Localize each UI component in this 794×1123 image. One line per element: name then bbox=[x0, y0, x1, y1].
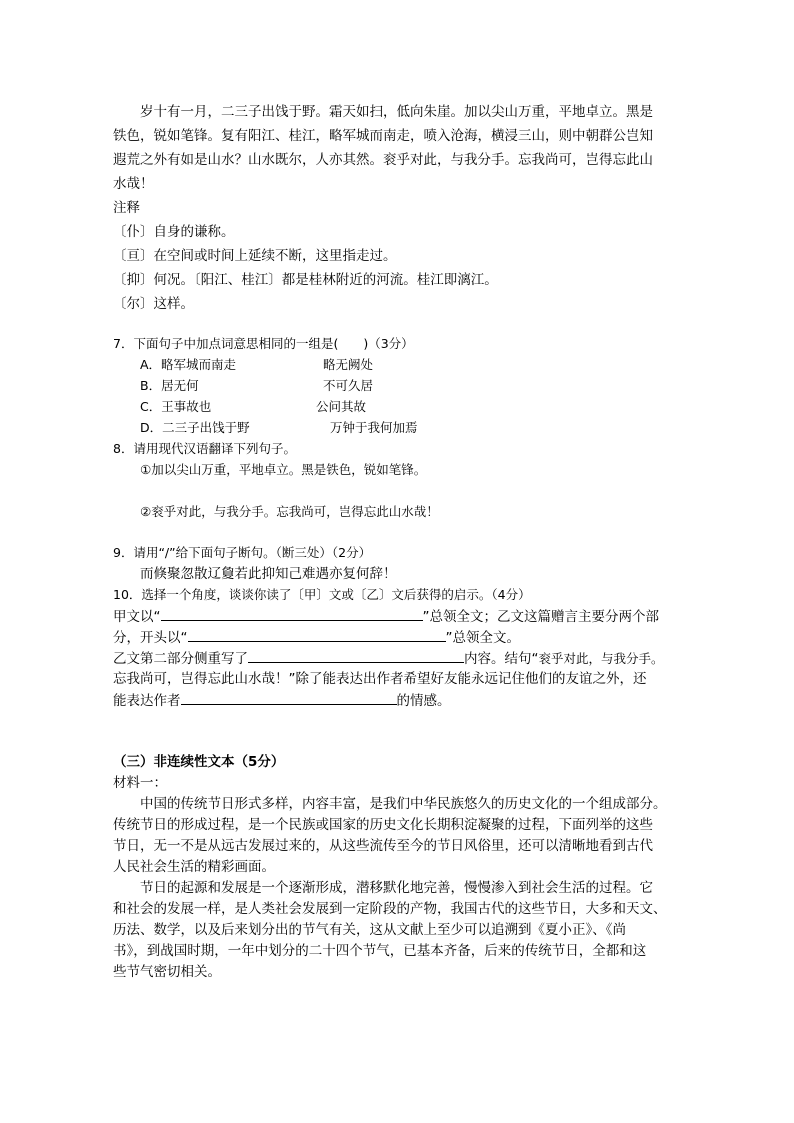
q7-stem: 7．下面句子中加点词意思相同的一组是( )（3分） bbox=[113, 336, 414, 351]
q10-line-5 bbox=[113, 690, 451, 711]
material-paragraph-1-line: 传统节日的形成过程，是一个民族或国家的历史文化长期积淀凝聚的过程，下面列举的这些 bbox=[113, 817, 653, 833]
q7-option-d-right: 万钟于我何加焉 bbox=[330, 420, 418, 435]
q10-answer-blank-3[interactable] bbox=[248, 648, 464, 663]
q9-sentence: 而倏聚忽散辽敻若此抑知己难遇亦复何辞！ bbox=[140, 566, 397, 582]
q10-text: 乙文第二部分侧重写了 bbox=[113, 651, 248, 667]
q10-answer-blank-1[interactable] bbox=[161, 606, 423, 621]
q10-text: 的情感。 bbox=[396, 693, 451, 709]
q10-line-4: 忘我尚可，岂得忘此山水哉！”除了能表达出作者希望好友能永远记住他们的友谊之外，还 bbox=[113, 671, 647, 687]
q10-answer-blank-4[interactable] bbox=[181, 690, 397, 705]
q7-option-d-left: D．二三子出饯于野 bbox=[140, 420, 250, 435]
material-label: 材料一： bbox=[113, 775, 167, 791]
q7-option-a-left: A．略军城而南走 bbox=[140, 357, 237, 372]
q10-line-2 bbox=[113, 627, 520, 648]
material-paragraph-2-line: 书》，到战国时期，一年中划分的二十四个节气，已基本齐备，后来的传统节日，全都和这 bbox=[113, 943, 647, 959]
section-3-title: （三）非连续性文本（5分） bbox=[113, 754, 285, 770]
q7-option-a-right: 略无阙处 bbox=[323, 357, 374, 372]
q10-text: ”总领全文；乙文这篇赠言主要分两个部 bbox=[422, 609, 659, 625]
q10-text: 甲文以“ bbox=[113, 609, 161, 625]
q10-text: ”总领全文。 bbox=[445, 630, 520, 646]
material-paragraph-2-line: 节日的起源和发展是一个逐渐形成，潜移默化地完善，慢慢渗入到社会生活的过程。它 bbox=[140, 880, 653, 896]
passage-line: 水哉！ bbox=[113, 176, 154, 192]
passage-line: 岁十有一月，二三子出饯于野。霜天如扫，低向朱崖。加以尖山万重，平地卓立。黑是 bbox=[140, 104, 653, 120]
note-item: 〔抑〕何况。〔阳江、桂江〕都是桂林附近的河流。桂江即漓江。 bbox=[113, 272, 498, 288]
q10-line-1 bbox=[113, 606, 659, 627]
material-paragraph-2-line: 历法、数学，以及后来划分出的节气有关，这从文献上至少可以追溯到《夏小正》、《尚 bbox=[113, 922, 626, 938]
q10-stem: 10．选择一个角度，谈谈你读了〔甲〕文或〔乙〕文后获得的启示。（4分） bbox=[113, 587, 531, 602]
q7-option-b-left: B．居无何 bbox=[140, 378, 199, 393]
note-item: 〔仆〕自身的谦称。 bbox=[113, 224, 235, 240]
passage-line: 铁色，锐如笔锋。复有阳江、桂江，略军城而南走，喷入沧海，横浸三山，则中朝群公岂知 bbox=[113, 128, 653, 144]
material-paragraph-1-line: 中国的传统节日形式多样，内容丰富，是我们中华民族悠久的历史文化的一个组成部分。 bbox=[140, 796, 667, 812]
q7-option-b-right: 不可久居 bbox=[323, 378, 374, 393]
q10-line-3 bbox=[113, 648, 664, 669]
q8-stem: 8．请用现代汉语翻译下列句子。 bbox=[113, 441, 296, 456]
q8-sub-1: ①加以尖山万重，平地卓立。黑是铁色，锐如笔锋。 bbox=[140, 462, 427, 477]
material-paragraph-1-line: 节日，无一不是从远古发展过来的，从这些流传至今的节日风俗里，还可以清晰地看到古代 bbox=[113, 838, 653, 854]
q9-stem: 9．请用“/”给下面句子断句。（断三处）（2分） bbox=[113, 545, 372, 560]
passage-line: 遐荒之外有如是山水？山水既尔，人亦其然。衮乎对此，与我分手。忘我尚可，岂得忘此山 bbox=[113, 152, 653, 168]
material-paragraph-1-line: 人民社会生活的精彩画面。 bbox=[113, 859, 275, 875]
q7-option-c-left: C．王事故也 bbox=[140, 399, 212, 414]
q10-text: 衮乎对此，与我分手。 bbox=[538, 651, 664, 666]
q7-option-c-right: 公问其故 bbox=[316, 399, 367, 414]
notes-title: 注释 bbox=[113, 200, 140, 216]
material-paragraph-2-line: 些节气密切相关。 bbox=[113, 964, 221, 980]
note-item: 〔尔〕这样。 bbox=[113, 296, 194, 312]
q8-sub-2: ②衮乎对此，与我分手。忘我尚可，岂得忘此山水哉！ bbox=[140, 504, 439, 519]
note-item: 〔亘〕在空间或时间上延续不断，这里指走过。 bbox=[113, 248, 397, 264]
q10-text: 能表达作者 bbox=[113, 693, 181, 709]
q10-text: 内容。结句“ bbox=[464, 651, 539, 667]
material-paragraph-2-line: 和社会的发展一样，是人类社会发展到一定阶段的产物，我国古代的这些节日，大多和天文、 bbox=[113, 901, 667, 917]
q10-text: 分，开头以“ bbox=[113, 630, 188, 646]
q10-answer-blank-2[interactable] bbox=[188, 627, 446, 642]
